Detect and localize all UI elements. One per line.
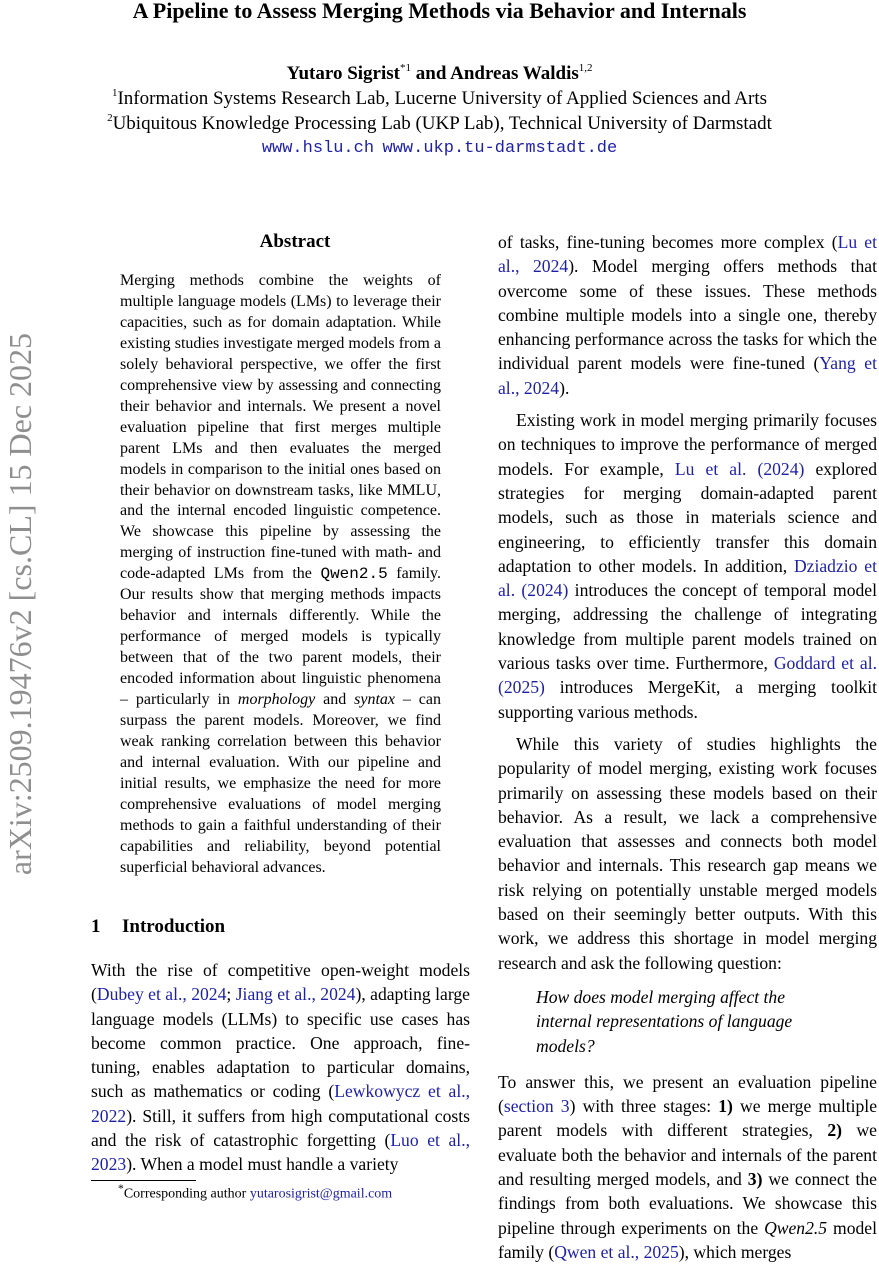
footnote-mark: * (118, 1182, 124, 1195)
citation-link[interactable]: Lu et al. (2024) (674, 458, 805, 479)
paragraph: Existing work in model merging primarily focuses on techniques to improve the performance of merged models. For example, Lu et al. (2024) explored strategies for merging domain-adapted parent models, such as those in materials science and engineering, to efficiently transfer this domain adaptation to other models. In addition, Dziadzio et al. (2024) introduces the concept of temporal model merging, addressing the challenge of integrating knowledge from multiple parent models trained on various tasks over time. Furthermore, Goddard et al. (2025) introduces MergeKit, a merging toolkit supporting various methods. (498, 410, 878, 722)
section-number: 1 (91, 916, 101, 937)
citation-link[interactable]: Yang et al., 2024 (498, 353, 877, 398)
stage-marker: 2) (827, 1120, 843, 1141)
paragraph: of tasks, fine-tuning becomes more complex (Lu et al., 2024). Model merging offers methods that overcome some of these issues. These methods combine multiple models into a single one, thereby enhancing performance across the tasks for which the individual parent models were fine-tuned (Yang et al., 2024). (498, 232, 878, 398)
paragraph: While this variety of studies highlights the popularity of model merging, existing work focuses primarily on assessing these models based on their behavior. As a result, we lack a comprehensive evaluation that assesses and connects both model behavior and internals. This research gap means we risk relying on potentially unstable merged models based on their seemingly better outputs. With this work, we address this shortage in model merging research and ask the following question: (498, 733, 877, 973)
citation-link[interactable]: Dziadzio et al. (2024) (498, 555, 877, 601)
url-ukp-link[interactable]: www.ukp.tu-darmstadt.de (382, 139, 618, 158)
arxiv-identifier-stamp: arXiv:2509.19476v2 [cs.CL] 15 Dec 2025 (2, 332, 38, 876)
abstract-heading: Abstract (259, 231, 331, 252)
section-title: Introduction (122, 916, 226, 937)
footnote-text: Corresponding author (123, 1186, 250, 1202)
citation-link[interactable]: Luo et al., 2023 (91, 1130, 470, 1175)
author-1-marks: *1 (400, 62, 411, 74)
abstract-text: Merging methods combine the weights of multiple language models (LMs) to leverage their capacities, such as for domain adaptation. While existing studies investigate merged models from a solely behavioral perspective, we offer the first comprehensive view by assessing and connecting their behavior and internals. We present a novel evaluation pipeline that first merges multiple parent LMs and then evaluates the merged models in comparison to the initial ones based on their behavior on downstream tasks, like MMLU, and the internal encoded linguistic competence. We showcase this pipeline by assessing the merging of instruction fine-tuned with math- and code-adapted LMs from the Qwen2.5 family. Our results show that merging methods impacts behavior and internals differently. While the performance of merged models is typically between that of the two parent models, their encoded information about linguistic phenomena – particularly in morphology and syntax – can surpass the parent models. Moreover, we find weak ranking correlation between this behavior and internal evaluation. With our pipeline and initial results, we emphasize the need for more comprehensive evaluations of model merging methods to gain a faithful understanding of their capabilities and reliability, beyond potential superficial behavioral advances. (120, 272, 442, 876)
citation-link[interactable]: Qwen et al., 2025 (554, 1241, 679, 1262)
citation-link[interactable]: Dubey et al., 2024 (96, 984, 227, 1005)
author-line (0, 62, 879, 85)
section-heading-introduction (91, 916, 225, 938)
citation-link[interactable]: Jiang et al., 2024 (235, 984, 356, 1005)
affiliation-1 (0, 87, 879, 110)
author-conjunction: and (411, 63, 451, 84)
paper-title: A Pipeline to Assess Merging Methods via Behavior and Internals (132, 0, 747, 23)
email-link[interactable]: yutarosigrist@gmail.com (249, 1186, 393, 1202)
affiliation-1-mark: 1 (111, 87, 118, 99)
stage-marker: 1) (718, 1096, 733, 1117)
institution-urls (0, 137, 879, 158)
abstract-emphasis-morphology: morphology (237, 691, 316, 709)
author-2-marks: 1,2 (578, 62, 593, 74)
author-2-name: Andreas Waldis (450, 63, 579, 84)
author-1-name: Yutaro Sigrist (286, 63, 400, 84)
footnote-divider (91, 1180, 196, 1181)
stage-marker: 3) (747, 1168, 763, 1189)
citation-link[interactable]: Lewkowycz et al., 2022 (91, 1081, 471, 1126)
intro-paragraph: With the rise of competitive open-weight models (Dubey et al., 2024; Jiang et al., 2024), adapting large language models (LLMs) to specific use cases has become common practice. One approach, fine-tuning, enables adaptation to particular domains, such as mathematics or coding (Lewkowycz et al., 2022). Still, it suffers from high computational costs and the risk of catastrophic forgetting (Luo et al., 2023). When a model must handle a variety (91, 960, 471, 1175)
url-hslu-link[interactable]: www.hslu.ch (261, 139, 375, 158)
abstract-emphasis-syntax: syntax (354, 691, 395, 709)
citation-link[interactable]: Lu et al., 2024 (498, 232, 878, 277)
model-family-name: Qwen2.5 (764, 1217, 828, 1238)
affiliation-2-mark: 2 (107, 112, 113, 124)
affiliation-2 (0, 112, 879, 135)
right-column-text (498, 230, 877, 1272)
affiliation-2-text: Ubiquitous Knowledge Processing Lab (UKP Lab), Technical University of Darmstadt (112, 113, 772, 134)
paragraph: To answer this, we present an evaluation pipeline (section 3) with three stages: 1) we merge multiple parent models with different strategies, 2) we evaluate both the behavior and internals of the parent and resulting merged models, and 3) we connect the findings from both evaluations. We showcase this pipeline through experiments on the Qwen2.5 model family (Qwen et al., 2025), which merges (498, 1071, 878, 1262)
affiliation-1-text: Information Systems Research Lab, Lucerne University of Applied Sciences and Arts (117, 88, 768, 109)
section-reference-link[interactable]: section 3 (503, 1096, 570, 1117)
citation-link[interactable]: Goddard et al. (2025) (498, 653, 877, 698)
abstract-code-term: Qwen2.5 (320, 565, 388, 584)
research-question: How does model merging affect the internal representations of language models? (536, 986, 793, 1056)
